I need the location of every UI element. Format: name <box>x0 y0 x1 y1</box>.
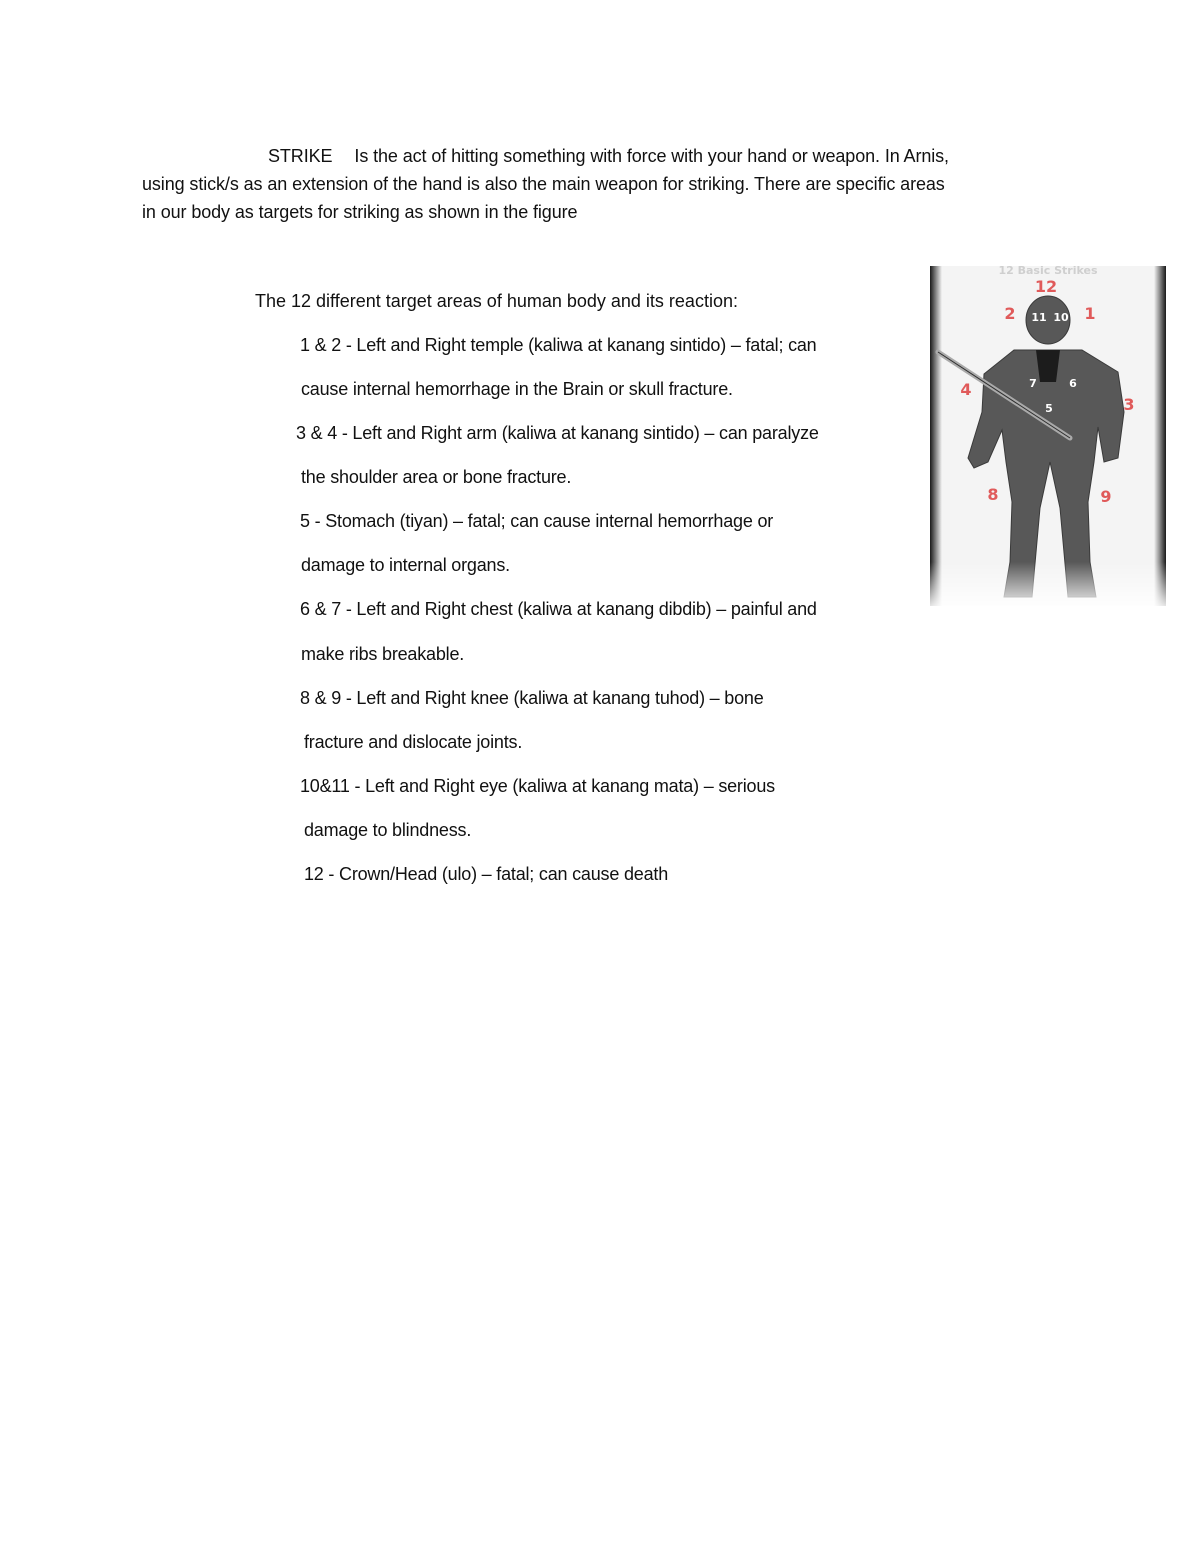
strike-definition <box>142 142 1072 226</box>
strike-label: 12 <box>1034 277 1058 296</box>
figure-right-frame <box>1154 266 1166 606</box>
target-item-line: 6 & 7 - Left and Right chest (kaliwa at kanang dibdib) – painful and <box>300 599 817 619</box>
strike-label: 11 <box>1031 311 1047 324</box>
strike-label: 10 <box>1053 311 1069 324</box>
strike-label: 6 <box>1069 377 1077 390</box>
target-areas-heading: The 12 different target areas of human body and its reaction: <box>255 291 738 311</box>
target-item-line: damage to internal organs. <box>301 555 510 575</box>
target-item-line: 5 - Stomach (tiyan) – fatal; can cause internal hemorrhage or <box>300 511 774 531</box>
strike-targets-illustration <box>918 262 1174 614</box>
target-item-line: fracture and dislocate joints. <box>304 732 523 752</box>
strike-label: 1 <box>1084 304 1096 323</box>
strike-label: 5 <box>1045 402 1053 415</box>
intro-line-2: using stick/s as an extension of the hand is also the main weapon for striking. There are specific areas <box>142 174 945 194</box>
target-item-line: cause internal hemorrhage in the Brain or skull fracture. <box>301 379 733 399</box>
target-item-line: 3 & 4 - Left and Right arm (kaliwa at kanang sintido) – can paralyze <box>296 423 819 443</box>
figure-left-frame <box>930 266 942 606</box>
figure-caption: 12 Basic Strikes <box>998 264 1098 277</box>
intro-line-3: in our body as targets for striking as shown in the figure <box>142 202 578 222</box>
target-item-line: 12 - Crown/Head (ulo) – fatal; can cause death <box>304 864 669 884</box>
strike-label: 2 <box>1004 304 1016 323</box>
strike-targets-figure <box>918 262 1174 614</box>
target-item-line: make ribs breakable. <box>301 644 465 664</box>
strike-label: 7 <box>1029 377 1037 390</box>
target-item-line: 8 & 9 - Left and Right knee (kaliwa at kanang tuhod) – bone <box>300 688 764 708</box>
strike-label: 8 <box>987 485 999 504</box>
figure-bottom-fade <box>930 562 1166 612</box>
target-item-line: 10&11 - Left and Right eye (kaliwa at kanang mata) – serious <box>300 776 775 796</box>
target-item-line: the shoulder area or bone fracture. <box>301 467 572 487</box>
strike-label: 3 <box>1123 395 1135 414</box>
target-item-line: 1 & 2 - Left and Right temple (kaliwa at kanang sintido) – fatal; can <box>300 335 817 355</box>
target-item-line: damage to blindness. <box>304 820 472 840</box>
intro-text-1: Is the act of hitting something with force with your hand or weapon. In Arnis, <box>354 146 949 166</box>
strike-label: 9 <box>1100 487 1112 506</box>
strike-label: 4 <box>960 380 972 399</box>
intro-line-1 <box>142 142 1072 170</box>
collar <box>1036 350 1060 382</box>
strike-term: STRIKE <box>268 146 333 166</box>
